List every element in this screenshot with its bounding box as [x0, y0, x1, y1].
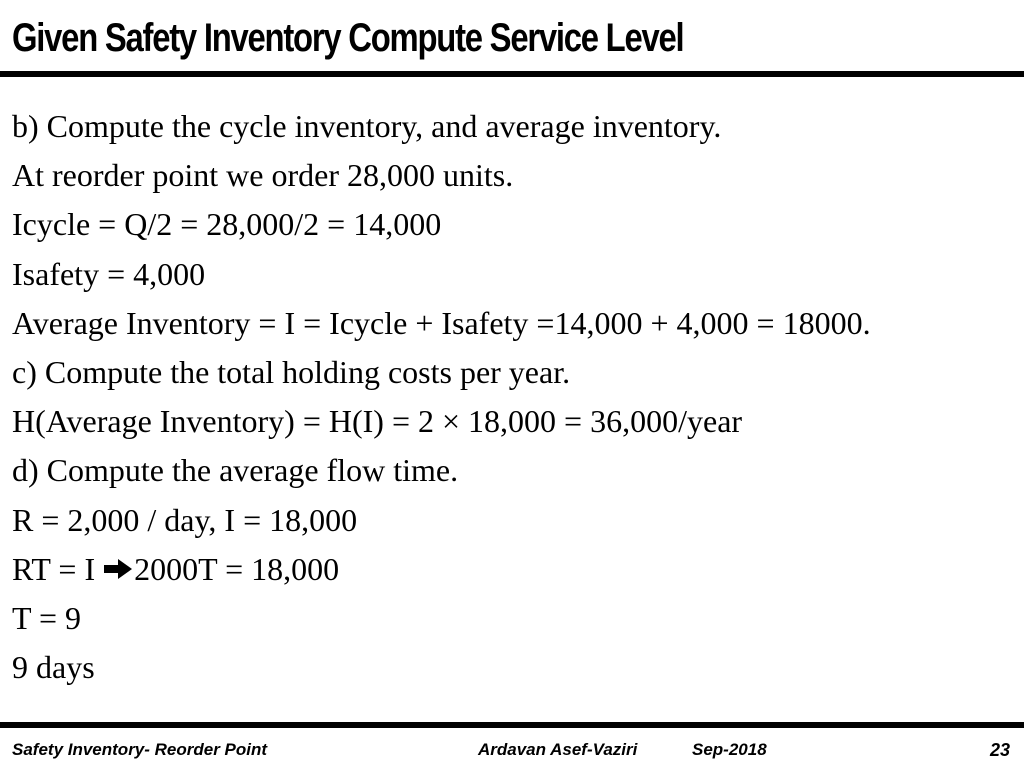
body-line: Average Inventory = I = Icycle + Isafety =14,000 + 4,000 = 18000. — [12, 304, 871, 341]
page-number: 23 — [989, 740, 1010, 760]
right-arrow-icon — [103, 547, 133, 596]
body-line-arrow — [12, 545, 1012, 594]
body-line: c) Compute the total holding costs per year. — [12, 353, 571, 390]
body-line: Icycle = Q/2 = 28,000/2 = 14,000 — [12, 206, 442, 243]
body-line: H(Average Inventory) = H(I) = 2 × 18,000 = 36,000/year — [12, 403, 743, 440]
body-line: At reorder point we order 28,000 units. — [12, 157, 514, 194]
body-line: T = 9 — [12, 599, 82, 636]
slide-title: Given Safety Inventory Compute Service Level — [12, 16, 684, 60]
arrow-line-before: RT = I — [12, 550, 104, 587]
footer-topic: Safety Inventory- Reorder Point — [12, 740, 268, 759]
body-line: Isafety = 4,000 — [12, 255, 206, 292]
footer-divider — [0, 722, 1024, 728]
slide-body — [12, 102, 1012, 692]
body-line: d) Compute the average flow time. — [12, 452, 459, 489]
body-line: 9 days — [12, 649, 95, 686]
body-line: R = 2,000 / day, I = 18,000 — [12, 501, 358, 538]
body-line: b) Compute the cycle inventory, and average inventory. — [12, 108, 722, 144]
arrow-line-after: 2000T = 18,000 — [134, 550, 340, 587]
title-divider — [0, 71, 1024, 77]
footer-author: Ardavan Asef-Vaziri — [478, 740, 638, 759]
footer-date: Sep-2018 — [692, 740, 767, 759]
